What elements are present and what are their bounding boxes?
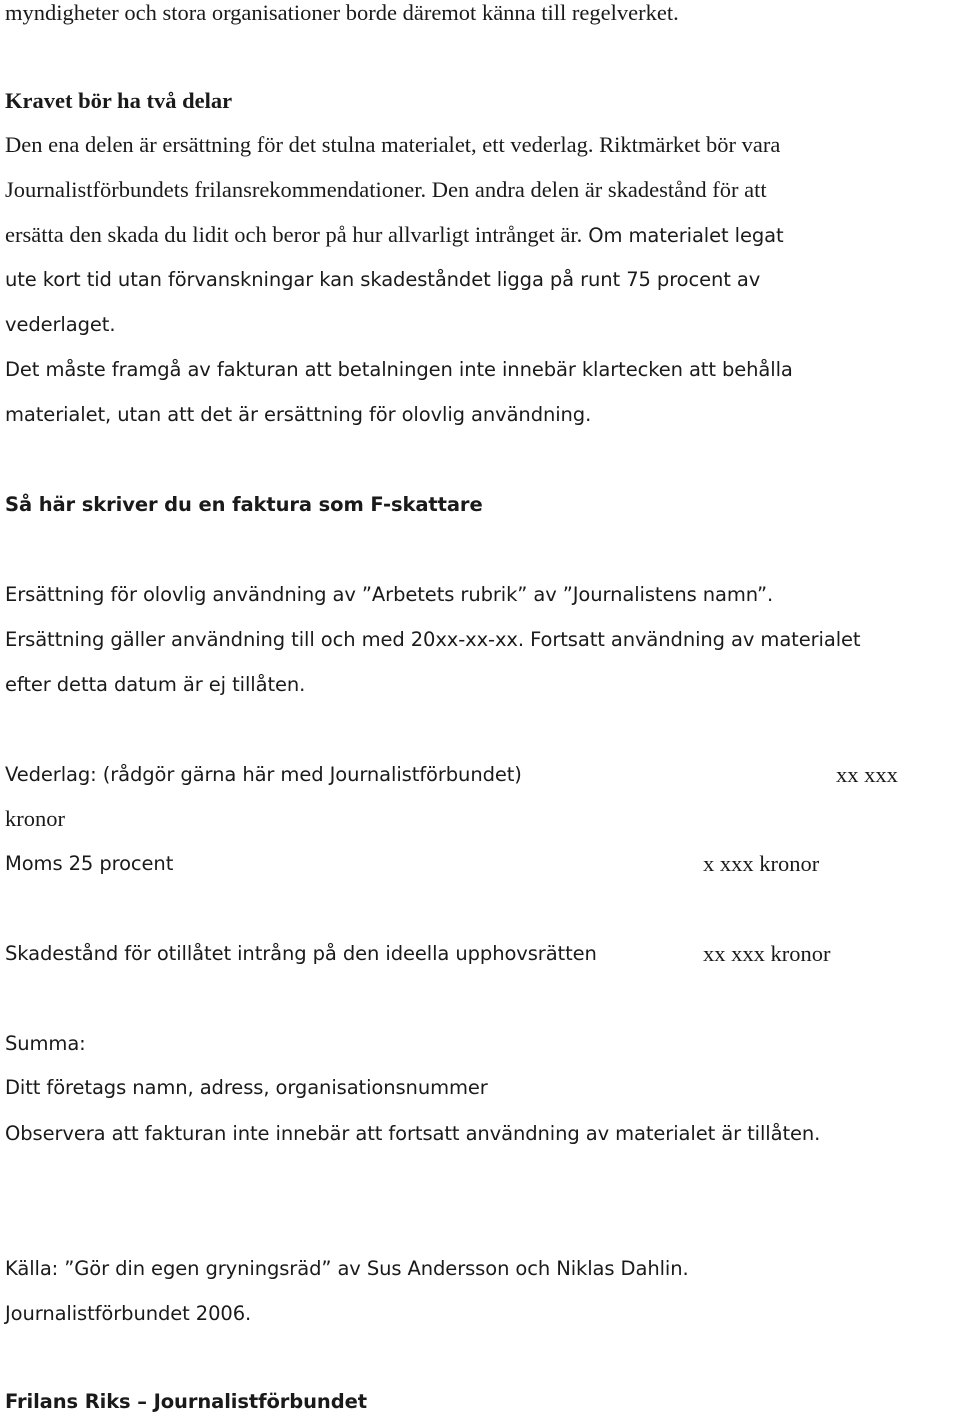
paragraph-line: ute kort tid utan förvanskningar kan skadeståndet ligga på runt 75 procent av xyxy=(5,268,761,291)
company-line: Ditt företags namn, adress, organisationsnummer xyxy=(5,1076,488,1099)
intro-tail-line: myndigheter och stora organisationer borde däremot känna till regelverket. xyxy=(5,0,679,25)
vat-value: x xxx kronor xyxy=(703,851,820,876)
vat-label: Moms 25 procent xyxy=(5,852,174,875)
invoice-text-line: efter detta datum är ej tillåten. xyxy=(5,673,306,696)
invoice-text-line: Ersättning gäller användning till och med 20xx-xx-xx. Fortsatt användning av materialet xyxy=(5,628,861,651)
paragraph-line-mixed xyxy=(5,220,784,251)
fee-unit: kronor xyxy=(5,806,65,831)
paragraph-line: Den ena delen är ersättning för det stulna materialet, ett vederlag. Riktmärket bör vara xyxy=(5,132,781,157)
footer-heading: Frilans Riks – Journalistförbundet xyxy=(5,1390,367,1413)
section-heading-claim: Kravet bör ha två delar xyxy=(5,88,233,113)
note-line: Observera att fakturan inte innebär att fortsatt användning av materialet är tillåten. xyxy=(5,1122,821,1145)
paragraph-line: Journalistförbundets frilansrekommendationer. Den andra delen är skadestånd för att xyxy=(5,177,767,202)
source-line: Källa: ”Gör din egen gryningsräd” av Sus Andersson och Niklas Dahlin. xyxy=(5,1257,689,1280)
section-heading-invoice: Så här skriver du en faktura som F-skattare xyxy=(5,493,483,516)
paragraph-segment: ersätta den skada du lidit och beror på hur allvarligt intrånget är. xyxy=(5,222,583,247)
fee-label: Vederlag: (rådgör gärna här med Journalistförbundet) xyxy=(5,763,522,786)
paragraph-line: Det måste framgå av fakturan att betalningen inte innebär klartecken att behålla xyxy=(5,358,793,381)
damages-label: Skadestånd för otillåtet intrång på den ideella upphovsrätten xyxy=(5,942,597,965)
paragraph-line: vederlaget. xyxy=(5,313,116,336)
damages-value: xx xxx kronor xyxy=(703,941,831,966)
source-line: Journalistförbundet 2006. xyxy=(5,1302,252,1325)
paragraph-line: materialet, utan att det är ersättning för olovlig användning. xyxy=(5,403,592,426)
invoice-text-line: Ersättning för olovlig användning av ”Arbetets rubrik” av ”Journalistens namn”. xyxy=(5,583,774,606)
fee-value: xx xxx xyxy=(836,762,898,787)
sum-label: Summa: xyxy=(5,1032,86,1055)
paragraph-segment: Om materialet legat xyxy=(588,224,784,247)
